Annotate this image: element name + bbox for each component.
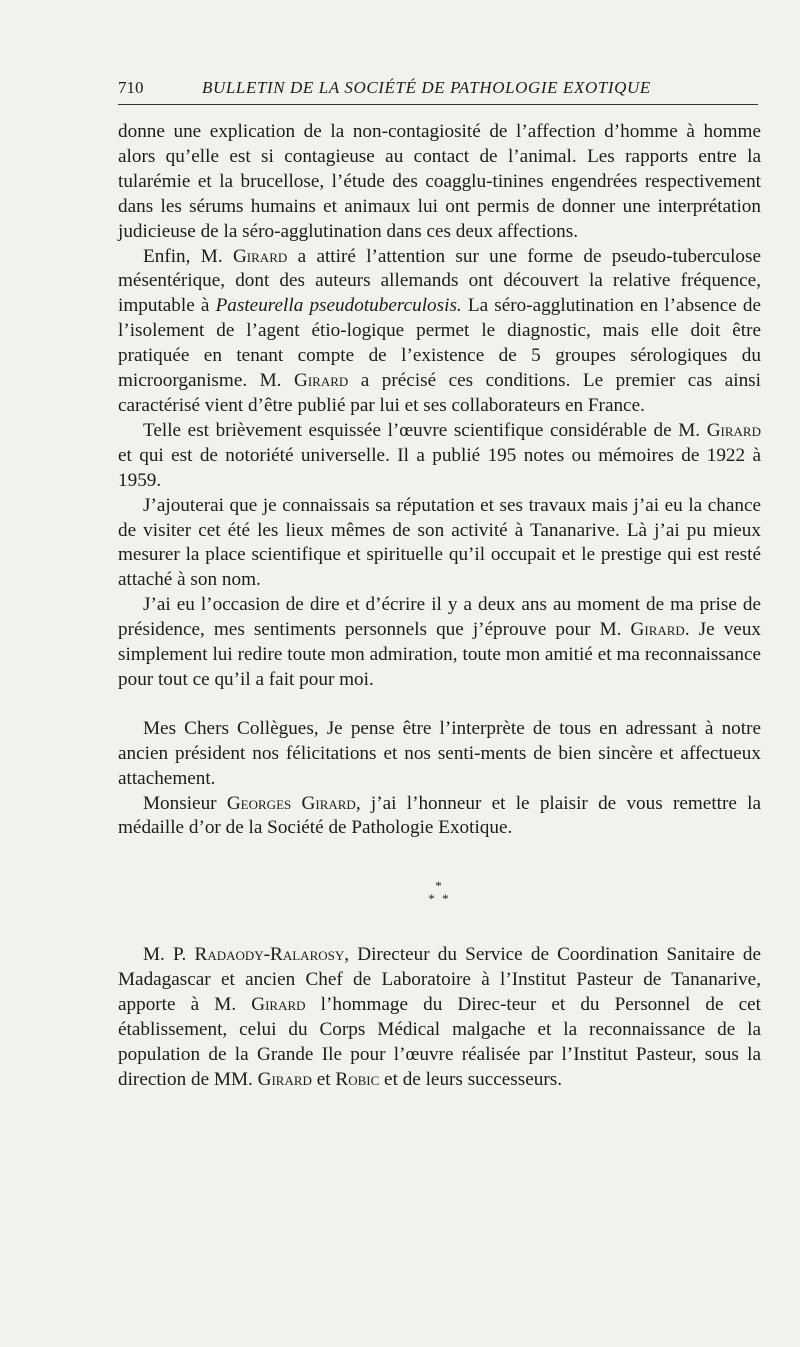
paragraph-6: Mes Chers Collègues, Je pense être l’interprète de tous en adressant à notre ancien président nos félicitations et nos senti-ments de bien sincère et affectueux attachement.: [118, 717, 761, 789]
paragraph-8: [118, 943, 761, 1092]
page-number: 710: [118, 78, 144, 97]
species-name: Pasteurella pseudotuberculosis.: [215, 295, 462, 317]
text-run: , Directeur du Service de Coordination Sanitaire de Madagascar et ancien Chef de Laboratoire à l’Institut Pasteur de Tananarive, apporte à M.: [118, 944, 762, 1016]
text-run: et de leurs successeurs.: [379, 1068, 562, 1090]
author-name: Girard: [630, 619, 685, 641]
paragraph-4: J’ajouterai que je connaissais sa réputation et ses travaux mais j’ai eu la chance de visiter cet été les lieux mêmes de son activité à Tananarive. Là j’ai pu mieux mesurer la place scientifique et spirituelle qu’il occupait et le prestige qui est resté attaché à son nom.: [118, 494, 761, 591]
paragraph-3: [118, 419, 761, 494]
author-name: Girard: [257, 1068, 312, 1090]
author-name: Radaody-Ralarosy: [194, 944, 345, 966]
text-run: . Je veux simplement lui redire toute mon admiration, toute mon amitié et ma reconnaissance pour tout ce qu’il a fait pour moi.: [118, 619, 762, 690]
text-run: Monsieur: [143, 792, 227, 814]
text-run: Enfin, M.: [143, 245, 233, 267]
paragraph-2: [118, 245, 761, 419]
text-run: et: [311, 1068, 336, 1090]
asterism-top: *: [435, 878, 444, 894]
text-run: et qui est de notoriété universelle. Il a publié 195 notes ou mémoires de 1922 à 1959.: [118, 444, 761, 491]
paragraph-5: [118, 593, 761, 693]
paragraph-1: donne une explication de la non-contagiosité de l’affection d’homme à homme alors qu’elle est si contagieuse au contact de l’animal. Les rapports entre la tularémie et la brucellose, l’étude des coagglu-tinines engendrées respectivement dans les sérums humains et animaux lui ont permis de donner une interprétation judicieuse de la séro-agglutination dans ces deux affections.: [118, 121, 761, 242]
text-run: Telle est brièvement esquissée l’œuvre scientifique considérable de M.: [143, 419, 707, 441]
text-run: La séro-agglutination en l’absence de l’isolement de l’agent étio-logique permet le diagnostic, mais elle doit être pratiquée en tenant compte de l’existence de 5 groupes sérologiques du microorganisme. M.: [118, 295, 761, 392]
text-run: M. P.: [143, 944, 195, 966]
text-run: J’ai eu l’occasion de dire et d’écrire il y a deux ans au moment de ma prise de présidence, mes sentiments personnels que j’éprouve pour M.: [118, 594, 761, 641]
paragraph-gap: [118, 693, 761, 717]
section-separator: [118, 879, 761, 905]
author-name: Girard: [232, 245, 288, 267]
running-header: [118, 78, 758, 105]
author-name: Girard: [293, 370, 349, 392]
paragraph-7: [118, 792, 761, 842]
text-run: a attiré l’attention sur une forme de pseudo-tuberculose mésentérique, dont des auteurs allemands ont découvert la relative fréquence, imputable à: [118, 245, 761, 317]
text-run: a précisé ces conditions. Le premier cas ainsi caractérisé vient d’être publié par lui et ses collaborateurs en France.: [118, 370, 761, 416]
text-run: , j’ai l’honneur et le plaisir de vous remettre la médaille d’or de la Société de Pathologie Exotique.: [118, 792, 762, 839]
author-name: Georges Girard: [226, 792, 356, 814]
body-text: [118, 120, 761, 1093]
journal-title: BULLETIN DE LA SOCIÉTÉ DE PATHOLOGIE EXOTIQUE: [202, 78, 651, 97]
asterism-bottom: * *: [428, 891, 451, 907]
text-run: l’hommage du Direc-teur et du Personnel de cet établissement, celui du Corps Médical malgache et la reconnaissance de la population de la Grande Ile pour l’œuvre réalisée par l’Institut Pasteur, sous la direction de MM.: [118, 994, 761, 1090]
author-name: Girard: [251, 994, 306, 1016]
author-name: Robic: [335, 1068, 380, 1090]
author-name: Girard: [706, 419, 761, 441]
